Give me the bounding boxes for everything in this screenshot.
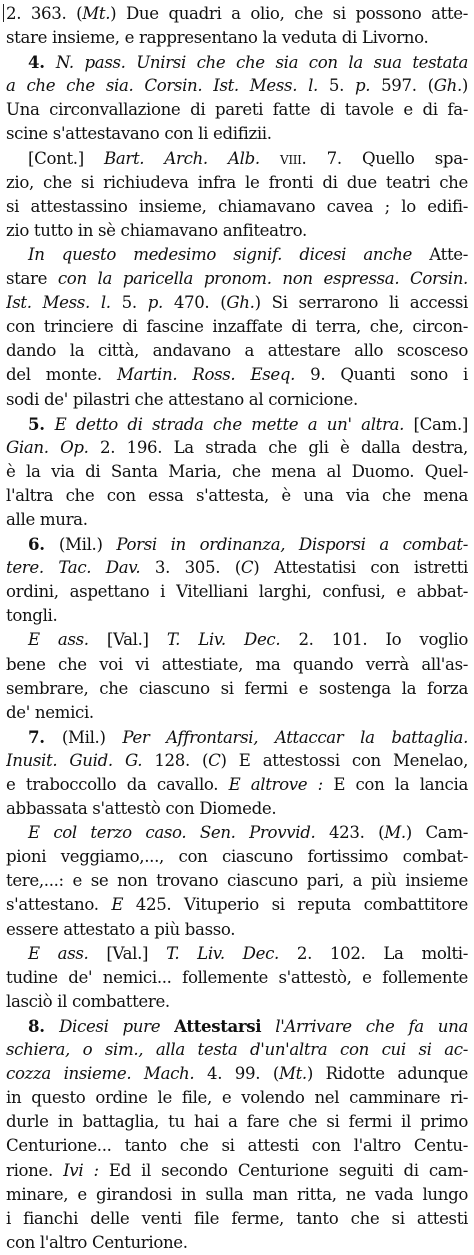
text-run: con la paricella pronom. non espressa. Corsin.: [57, 269, 468, 289]
text-run: Una circonvallazione di pareti fatte di tavole e di fa-: [6, 100, 468, 120]
text-line: [6, 74, 468, 98]
text-line: [6, 893, 468, 917]
text-run: T. Liv. Dec.: [166, 943, 279, 963]
text-run: tudine de' nemici... follemente s'attestò, e follemente: [6, 967, 468, 987]
text-line: [6, 918, 468, 942]
text-run: ) Cam-: [405, 823, 468, 843]
text-run: tere. Tac. Dav.: [6, 558, 141, 578]
text-line: [6, 1110, 468, 1134]
text-run: sodi de' pilastri che attestano al cornicione.: [6, 389, 358, 409]
text-run: ) E attestossi con Menelao,: [220, 750, 468, 770]
text-line: [6, 773, 468, 797]
text-run: 9. Quanti sono i: [295, 365, 468, 385]
text-run: 3. 305. (: [140, 558, 241, 578]
text-run: p.: [147, 293, 174, 313]
text-run: N. pass. Unirsi che che sia con la sua testata: [55, 53, 468, 73]
text-run: alle mura.: [6, 509, 88, 529]
text-line: [6, 942, 468, 966]
text-run: 4. 99. (: [194, 1064, 279, 1084]
text-run: 5.: [328, 76, 355, 96]
text-line: [6, 580, 468, 604]
text-run: zio, che si richiudeva infra le fronti di due teatri che: [6, 172, 468, 192]
text-line: [6, 845, 468, 869]
text-line: [6, 195, 468, 219]
text-run: tere,...: e se non trovano ciascuno pari, a più insieme: [6, 871, 468, 891]
text-run: C: [208, 750, 221, 770]
text-line: [6, 1231, 468, 1255]
text-run: Gh.: [433, 76, 462, 96]
text-run: tongli.: [6, 606, 58, 626]
text-run: Attestarsi: [174, 1015, 262, 1036]
text-line: [6, 219, 468, 243]
text-run: 7.: [28, 726, 62, 747]
text-line: [6, 291, 468, 315]
text-run: E ass.: [28, 630, 89, 650]
text-line: [6, 363, 468, 387]
text-run: del monte.: [6, 365, 117, 385]
text-run: Dicesi pure: [59, 1016, 175, 1036]
text-run: Gh.: [226, 293, 255, 313]
text-line: [6, 990, 468, 1014]
text-line: [6, 749, 468, 773]
text-run: Atte-: [429, 244, 468, 264]
text-run: 4.: [28, 52, 56, 73]
text-run: Porsi in ordinanza, Disporsi a combat-: [116, 535, 468, 555]
text-line: [6, 1134, 468, 1158]
text-run: ) Ridotte adunque: [306, 1064, 468, 1084]
text-run: dando la città, andavano a attestare allo scosceso: [6, 341, 468, 361]
text-run: pioni veggiamo,..., con ciascuno fortissimo combat-: [6, 847, 468, 867]
text-run: M.: [384, 823, 406, 843]
text-run: In questo medesimo signif. dicesi anche: [28, 244, 430, 264]
text-run: rione.: [6, 1160, 64, 1180]
text-run: si attestassino insieme, chiamavano cavea ; lo edifi-: [6, 196, 468, 216]
text-run: (Mil.): [58, 535, 117, 555]
text-run: Inusit. Guid. G.: [6, 750, 143, 770]
text-line: [6, 436, 468, 460]
margin-rule: [3, 4, 4, 22]
text-run: E con la lancia: [322, 775, 468, 794]
text-run: s'attestano.: [6, 895, 112, 915]
text-line: [6, 122, 468, 146]
text-run: p.: [354, 76, 382, 96]
text-line: [6, 1086, 468, 1110]
text-line: [6, 1062, 468, 1086]
text-run: E ass.: [28, 943, 89, 963]
text-line: [6, 701, 468, 725]
text-run: abbassata s'attestò con Diomede.: [6, 799, 277, 819]
text-run: stare: [6, 269, 58, 289]
text-run: durle in battaglia, tu hai a fare che si fermi il primo: [6, 1112, 468, 1132]
text-run: bene che voi vi attestiate, ma quando verrà all'as-: [6, 654, 468, 674]
text-run: (Mil.): [61, 727, 123, 747]
text-run: E: [111, 895, 124, 915]
text-line: [6, 508, 468, 532]
text-run: Ist. Mess. l.: [6, 293, 122, 313]
text-run: [Cont.]: [28, 148, 105, 168]
text-line: [6, 388, 468, 412]
text-run: Mt.: [278, 1064, 307, 1084]
text-line: [6, 1038, 468, 1062]
text-run: E altrove :: [228, 775, 323, 794]
text-line: [6, 869, 468, 893]
text-run: [Cam.]: [404, 414, 468, 434]
text-run: . 7. Quello spa-: [301, 148, 468, 168]
text-line: [6, 2, 468, 26]
text-run: con l'altro Centurione.: [6, 1232, 188, 1252]
text-run: e traboccollo da cavallo.: [6, 775, 229, 794]
text-run: 2. 101. Io voglio: [280, 630, 468, 650]
text-run: 2. 102. La molti-: [278, 943, 468, 963]
text-line: [6, 556, 468, 580]
text-line: [6, 821, 468, 845]
text-run: cozza insieme. Mach.: [6, 1064, 195, 1084]
text-run: 128. (: [142, 750, 209, 770]
text-run: [Val.]: [88, 943, 167, 963]
text-line: [6, 339, 468, 363]
text-run: 425. Vituperio si reputa combattitore: [123, 895, 468, 915]
text-run: ) Due quadri a olio, che si possono atte-: [110, 4, 468, 23]
text-line: [6, 243, 468, 267]
text-line: [6, 653, 468, 677]
text-line: [6, 725, 468, 749]
text-run: ) Attestatisi con istretti: [253, 558, 468, 578]
text-run: scine s'attestavano con li edifizii.: [6, 124, 272, 144]
text-run: de' nemici.: [6, 702, 94, 722]
text-line: [6, 604, 468, 628]
text-run: Bart. Arch. Alb.: [104, 148, 281, 168]
text-run: Martin. Ross. Eseq.: [116, 365, 296, 385]
text-run: 597. (: [381, 76, 434, 96]
text-run: Ed il secondo Centurione seguiti di cam-: [98, 1160, 468, 1180]
text-line: [6, 267, 468, 291]
text-line: [6, 532, 468, 556]
text-run: minare, e girandosi in sulla man ritta, ne vada lungo: [6, 1184, 468, 1204]
text-line: [6, 1159, 468, 1183]
text-run: a che che sia. Corsin. Ist. Mess. l.: [6, 76, 329, 96]
text-line: [6, 1207, 468, 1231]
text-run: essere attestato a più basso.: [6, 919, 236, 939]
text-line: [6, 171, 468, 195]
text-line: [6, 50, 468, 74]
text-run: schiera, o sim., alla testa d'un'altra con cui si ac-: [6, 1040, 468, 1060]
text-run: ): [461, 76, 468, 96]
text-run: Centurione... tanto che si attesti con l'altro Centu-: [6, 1136, 468, 1156]
text-run: sembrare, che ciascuno si fermi e sostenga la forza: [6, 678, 468, 698]
text-run: in questo ordine le file, e volendo nel camminare ri-: [6, 1088, 468, 1108]
text-line: [6, 1014, 468, 1038]
text-run: è la via di Santa Maria, che mena al Duomo. Quel-: [6, 461, 468, 481]
text-run: ) Si serrarono li accessi: [254, 293, 468, 313]
text-run: Mt.: [82, 4, 111, 23]
text-run: 5.: [28, 413, 55, 434]
entry-text-column: [6, 2, 468, 1255]
text-run: l'altra che con essa s'attesta, è una via che mena: [6, 485, 468, 505]
text-line: [6, 412, 468, 436]
text-run: 8.: [28, 1015, 60, 1036]
text-run: ordini, aspettano i Vitelliani larghi, confusi, e abbat-: [6, 582, 468, 602]
text-line: [6, 966, 468, 990]
text-run: 2. 196. La strada che gli è dalla destra,: [88, 437, 468, 457]
text-run: Per Affrontarsi, Attaccar la battaglia.: [122, 727, 468, 747]
text-run: E col terzo caso. Sen. Provvid.: [28, 823, 316, 843]
text-run: 5.: [121, 293, 148, 313]
text-line: [6, 628, 468, 652]
text-run: C: [240, 558, 254, 578]
text-run: [Val.]: [88, 630, 167, 650]
text-run: T. Liv. Dec.: [166, 630, 281, 650]
text-run: E detto di strada che mette a un' altra.: [54, 414, 405, 434]
text-run: 470. (: [173, 293, 227, 313]
text-run: lasciò il combattere.: [6, 991, 170, 1011]
text-line: [6, 1183, 468, 1207]
text-line: [6, 26, 468, 50]
text-run: l'Arrivare che fa una: [261, 1016, 468, 1036]
text-run: zio tutto in sè chiamavano anfiteatro.: [6, 220, 307, 240]
text-run: i fianchi delle venti file ferme, tanto che si attesti: [6, 1208, 468, 1228]
text-run: viii: [280, 148, 302, 168]
text-run: Gian. Op.: [6, 437, 89, 457]
text-line: [6, 797, 468, 821]
text-run: 6.: [28, 534, 59, 555]
text-line: [6, 98, 468, 122]
text-run: con trinciere di fascine inzaffate di terra, che, circon-: [6, 317, 468, 337]
text-run: stare insieme, e rappresentano la veduta di Livorno.: [6, 28, 429, 48]
text-line: [6, 460, 468, 484]
text-line: [6, 484, 468, 508]
text-line: [6, 677, 468, 701]
text-line: [6, 315, 468, 339]
text-run: Ivi :: [63, 1160, 99, 1180]
text-run: 2. 363. (: [6, 4, 83, 23]
text-line: [6, 147, 468, 171]
text-run: 423. (: [315, 823, 385, 843]
